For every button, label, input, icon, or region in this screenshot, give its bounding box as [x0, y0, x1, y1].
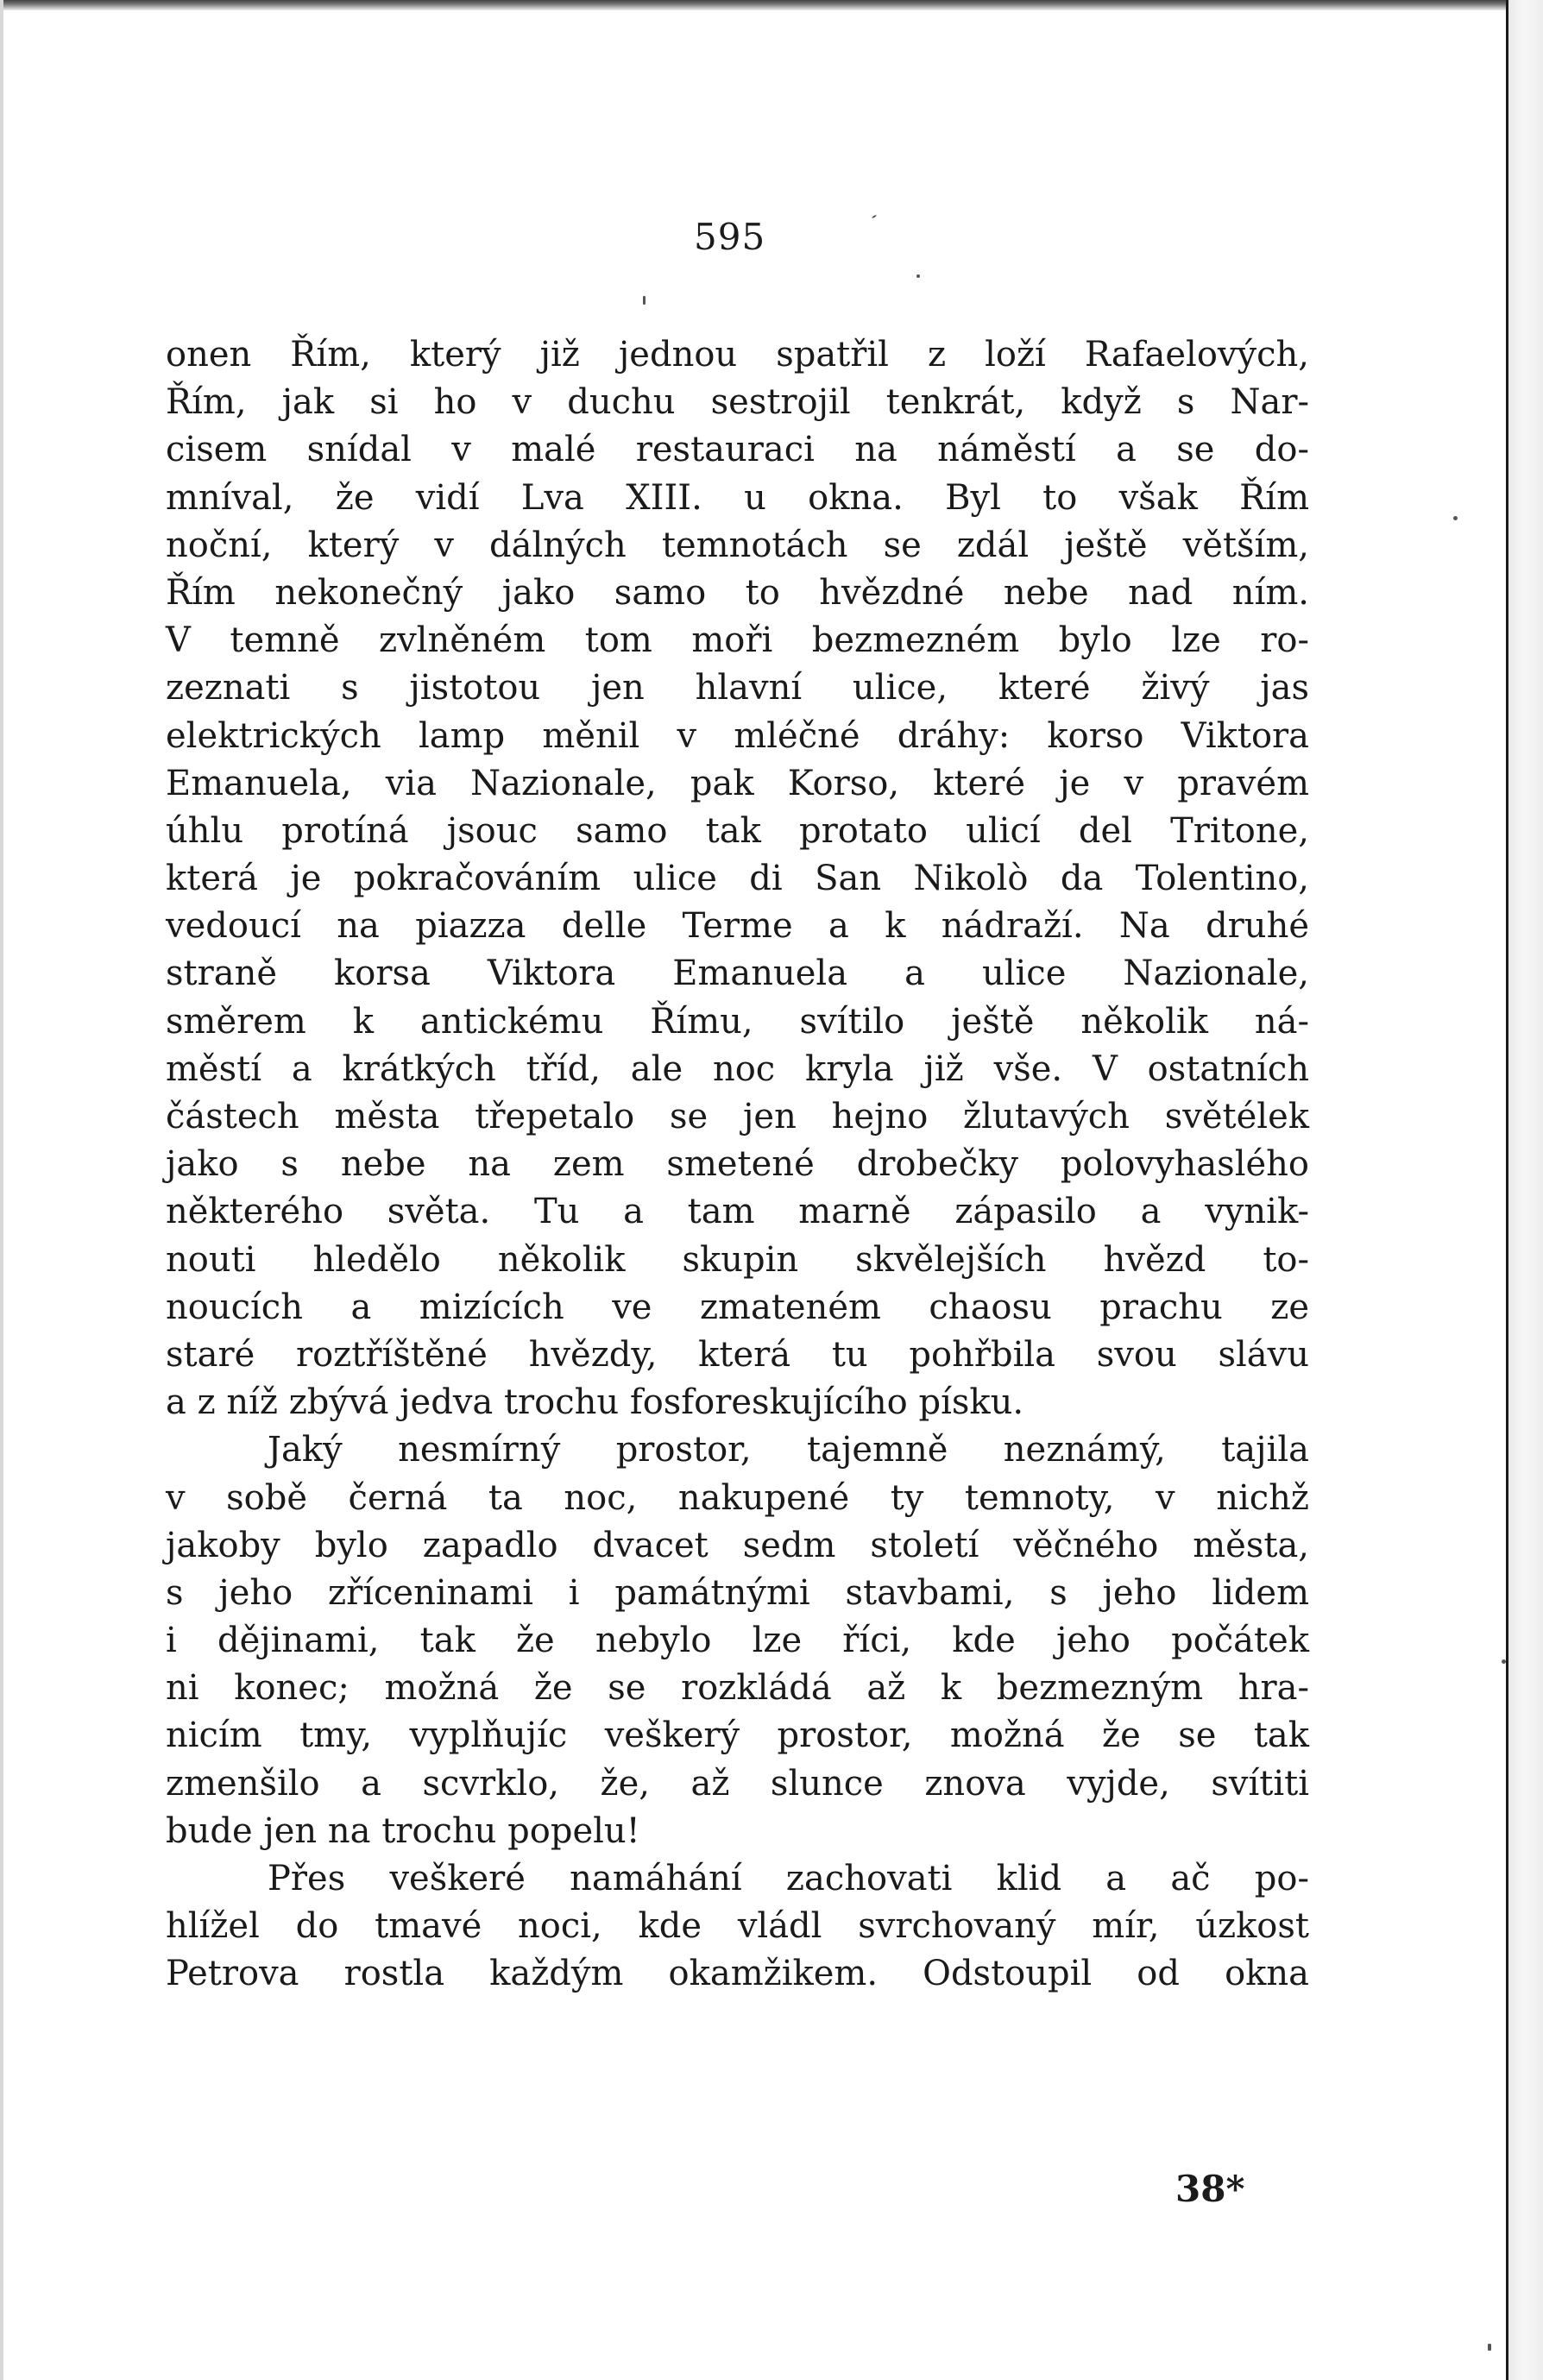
text-line: onen Řím, který již jednou spatřil z loží Rafaelových,	[166, 335, 1309, 375]
text-line: cisem snídal v malé restauraci na náměstí a se do-	[166, 430, 1309, 470]
text-line: V temně zvlněném tom moři bezmezném bylo lze ro-	[166, 620, 1309, 661]
scan-right-edge	[1506, 0, 1543, 2380]
body-text	[166, 331, 1309, 1999]
text-line: vedoucí na piazza delle Terme a k nádraží. Na druhé	[166, 906, 1309, 947]
text-line: Přes veškeré namáhání zachovati klid a ač po-	[268, 1859, 1309, 1898]
text-line: některého světa. Tu a tam marně zápasilo a vynik-	[166, 1192, 1309, 1232]
scan-speck	[643, 296, 646, 305]
scan-speck	[1453, 516, 1458, 520]
text-line: noční, který v dálných temnotách se zdál ještě větším,	[166, 525, 1309, 565]
text-line: směrem k antickému Římu, svítilo ještě několik ná-	[166, 1001, 1309, 1042]
scan-top-edge	[0, 0, 1508, 10]
text-line: i dějinami, tak že nebylo lze říci, kde jeho počátek	[166, 1621, 1309, 1661]
text-line: Emanuela, via Nazionale, pak Korso, které je v pravém	[166, 763, 1309, 803]
text-line: která je pokračováním ulice di San Nikolò da Tolentino,	[166, 859, 1309, 899]
text-line: mníval, že vidí Lva XIII. u okna. Byl to však Řím	[166, 477, 1309, 518]
scan-speck	[1488, 2344, 1491, 2351]
text-line: zeznati s jistotou jen hlavní ulice, které živý jas	[166, 668, 1309, 708]
text-line: v sobě černá ta noc, nakupené ty temnoty, v nichž	[166, 1477, 1309, 1518]
scan-left-edge	[0, 0, 3, 2380]
text-line: noucích a mizících ve zmateném chaosu prachu ze	[166, 1287, 1309, 1327]
text-line: Petrova rostla každým okamžikem. Odstoupil od okna	[166, 1954, 1309, 1994]
text-line: hlížel do tmavé noci, kde vládl svrchovaný mír, úzkost	[166, 1906, 1309, 1947]
text-line: zmenšilo a scvrklo, že, až slunce znova vyjde, svítiti	[166, 1763, 1309, 1804]
text-line: nicím tmy, vyplňujíc veškerý prostor, možná že se tak	[166, 1716, 1309, 1756]
text-line: elektrických lamp měnil v mléčné dráhy: korso Viktora	[166, 715, 1309, 756]
page-number: 595	[694, 216, 766, 258]
text-line: s jeho zříceninami i památnými stavbami, s jeho lidem	[166, 1572, 1309, 1613]
text-line: nouti hledělo několik skupin skvělejších hvězd to-	[166, 1239, 1309, 1280]
text-line: jako s nebe na zem smetené drobečky polovyhaslého	[166, 1144, 1309, 1185]
text-line: Řím nekonečný jako samo to hvězdné nebe nad ním.	[166, 572, 1309, 613]
signature-mark: 38*	[1175, 2168, 1245, 2210]
text-line: jakoby bylo zapadlo dvacet sedm století věčného města,	[166, 1525, 1309, 1565]
text-line: ni konec; možná že se rozkládá až k bezmezným hra-	[166, 1668, 1309, 1709]
text-line: bude jen na trochu popelu!	[166, 1810, 640, 1851]
text-line: částech města třepetalo se jen hejno žlutavých světélek	[166, 1097, 1309, 1136]
text-line: staré roztříštěné hvězdy, která tu pohřbila svou slávu	[166, 1334, 1309, 1375]
text-line: městí a krátkých tříd, ale noc kryla již vše. V ostatních	[166, 1048, 1309, 1089]
text-line: Řím, jak si ho v duchu sestrojil tenkrát, když s Nar-	[166, 382, 1309, 423]
scan-speck	[916, 274, 920, 278]
scan-speck	[1502, 1659, 1506, 1664]
text-line: úhlu protíná jsouc samo tak protato ulicí del Tritone,	[166, 810, 1309, 851]
scan-speck	[872, 215, 877, 219]
text-line: a z níž zbývá jedva trochu fosforeskujícího písku.	[166, 1382, 1024, 1423]
text-line: straně korsa Viktora Emanuela a ulice Nazionale,	[166, 954, 1309, 994]
text-line: Jaký nesmírný prostor, tajemně neznámý, tajila	[268, 1430, 1309, 1470]
